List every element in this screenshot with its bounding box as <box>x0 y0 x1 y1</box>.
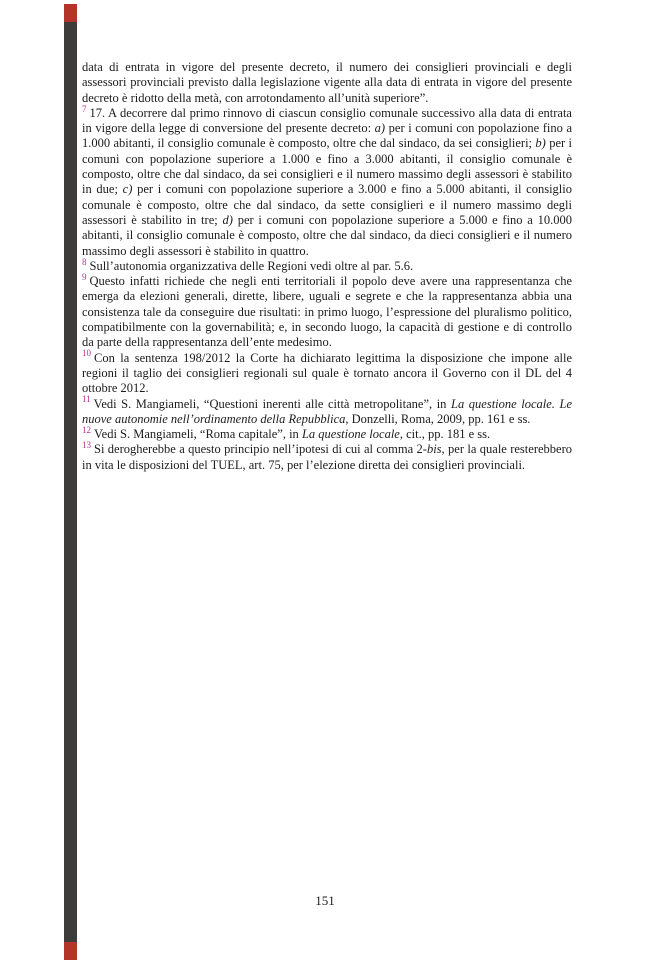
book-gutter-shadow <box>64 4 77 960</box>
footnote-text: Sull’autonomia organizzativa delle Regioni vedi oltre al par. 5.6. <box>89 258 414 273</box>
footnote-8 <box>82 256 572 274</box>
footnote-number: 12 <box>82 424 91 435</box>
footnote-number: 13 <box>82 440 91 451</box>
footnote-number: 7 <box>82 103 87 114</box>
footnote-text: Questo infatti richiede che negli enti territoriali il popolo deve avere una rappresentanza che emerga da elezioni generali, dirette, libere, uguali e segrete e che la rappresentanza abbia una consistenza tale da conseguire due risultati: in primo luogo, l’espressione del pluralismo politico, compatibilmente con la governabilità; e, in secondo luogo, la capacità di gestione e di controllo da parte della rappresentanza dell’ente medesimo. <box>82 274 572 350</box>
page-number: 151 <box>315 893 335 908</box>
footnote-7 <box>82 103 573 259</box>
footnote-text: data di entrata in vigore del presente decreto, il numero dei consiglieri provinciali e degli assessori provinciali previsto dalla legislazione vigente alla data di entrata in vigore del presente decreto è ridotto della metà, con arrotondamento all’unità superiore”. <box>82 60 572 105</box>
footnote-11 <box>82 394 572 428</box>
footnote-number: 11 <box>82 394 91 405</box>
footnote-number: 8 <box>82 256 87 267</box>
footnote-text: Vedi S. Mangiameli, “Questioni inerenti alle città metropolitane”, in La questione locale. Le nuove autonomie nell’ordinamento della Repubblica, Donzelli, Roma, 2009, pp. 161 e ss. <box>82 396 572 426</box>
footnote-number: 9 <box>82 272 87 282</box>
footnote-9 <box>82 274 572 350</box>
footnote-text: Si derogherebbe a questo principio nell’ipotesi di cui al comma 2-bis, per la quale resterebbero in vita le disposizioni del TUEL, art. 75, per l’elezione diretta dei consiglieri provinciali. <box>82 442 572 472</box>
footnote-12 <box>82 424 572 442</box>
footnote-text: 17. A decorrere dal primo rinnovo di ciascun consiglio comunale successivo alla data di entrata in vigore della legge di conversione del presente decreto: a) per i comuni con popolazione fino a 1.000 abitanti, il consiglio comunale è composto, oltre che dal sindaco, da sei consiglieri; b) per i comuni con popolazione superiore a 1.000 e fino a 3.000 abitanti, il consiglio comunale è composto, oltre che dal sindaco, da sei consiglieri e il numero massimo degli assessori è stabilito in due; c) per i comuni con popolazione superiore a 3.000 e fino a 5.000 abitanti, il consiglio comunale è composto, oltre che dal sindaco, da sette consiglieri e il numero massimo degli assessori è stabilito in tre; d) per i comuni con popolazione superiore a 5.000 e fino a 10.000 abitanti, il consiglio comunale è composto, oltre che dal sindaco, da dieci consiglieri e il numero massimo degli assessori è stabilito in quattro. <box>82 105 573 258</box>
footnote-text: Con la sentenza 198/2012 la Corte ha dichiarato legittima la disposizione che impone alle regioni il taglio dei consiglieri regionali sul quale è tornato ancora il Governo con il DL del 4 ottobre 2012. <box>82 350 572 396</box>
footnote-10 <box>82 348 572 397</box>
footnotes-block <box>82 60 572 473</box>
footnote-text: Vedi S. Mangiameli, “Roma capitale”, in La questione locale, cit., pp. 181 e ss. <box>94 427 491 442</box>
continued-paragraph <box>82 60 572 106</box>
footnote-13 <box>82 442 572 473</box>
footnote-number: 10 <box>82 348 91 359</box>
